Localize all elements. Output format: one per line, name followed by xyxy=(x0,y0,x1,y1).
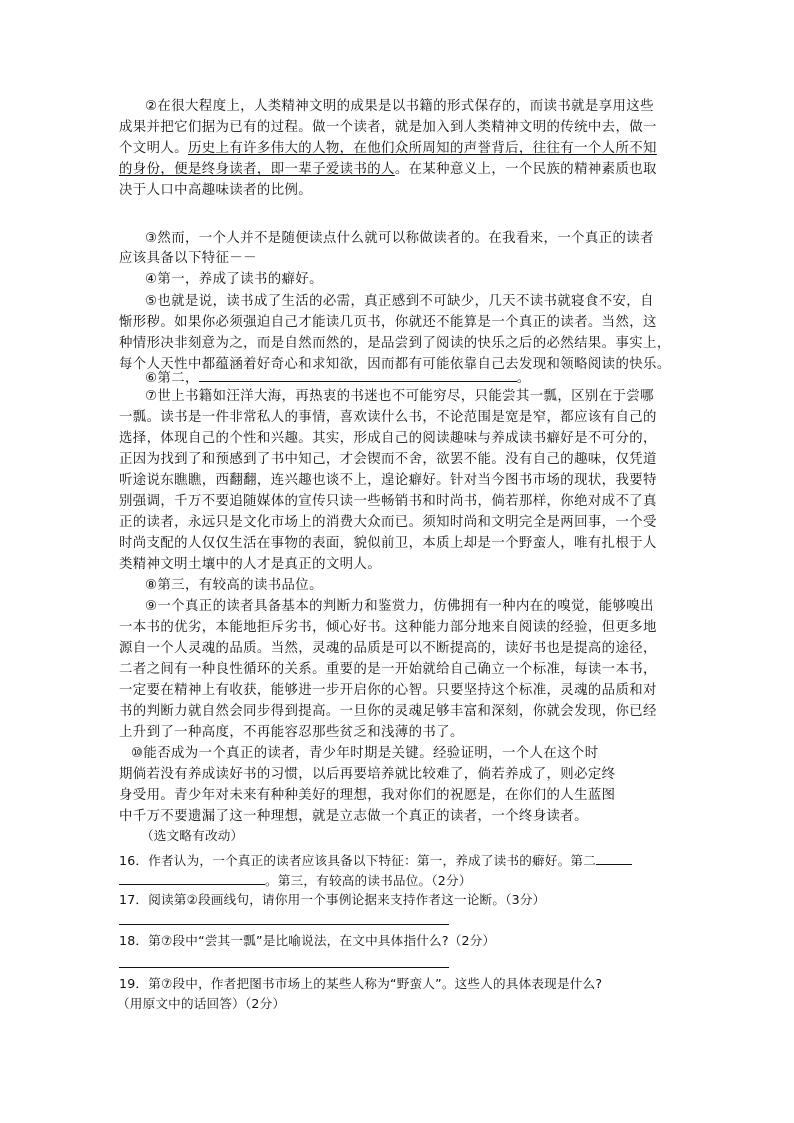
paragraph-10-line-3: 身受用。青少年对未来有种种美好的理想，我对你们的祝愿是，在你们的人生蓝图 xyxy=(119,788,616,803)
paragraph-7-line-2: 一瓢。读书是一件非常私人的事情，喜欢读什么书，不论范围是宽是窄，都应该有自己的 xyxy=(119,410,657,425)
paragraph-7-line-6: 别强调，千万不要追随媒体的宣传只读一些畅销书和时尚书，倘若那样，你绝对成不了真 xyxy=(119,494,657,509)
question-18: 18．第⑦段中“尝其一瓢”是比喻说法，在文中具体指什么?（2分） xyxy=(119,933,496,948)
fill-in-blank xyxy=(199,367,517,382)
paragraph-2-line-2: 成果并把它们据为已有的过程。做一个读者，就是加入到人类精神文明的传统中去，做一 xyxy=(119,120,657,135)
paragraph-10-line-4: 中千万不要遗漏了这一种理想，就是立志做一个真正的读者，一个终身读者。 xyxy=(119,809,588,824)
paragraph-5-line-3: 种情形决非刻意为之，而是自然而然的，是品尝到了阅读的快乐之后的必然结果。事实上， xyxy=(119,336,671,351)
paragraph-9-line-5: 一定要在精神上有收获，能够进一步开启你的心智。只要坚持这个标准，灵魂的品质和对 xyxy=(119,683,657,698)
paragraph-2-text: 。在某种意义上，一个民族的精神素质也取 xyxy=(394,162,657,177)
paragraph-9-line-2: 一本书的优劣，本能地拒斥劣书，倾心好书。这种能力部分地来自阅读的经验，但更多地 xyxy=(119,620,657,635)
paragraph-3-line-2: 应该具备以下特征－－ xyxy=(119,251,257,266)
paragraph-6-suffix: 。 xyxy=(516,371,531,386)
paragraph-7-line-3: 选择，体现自己的个性和兴趣。其实，形成自己的阅读趣味与养成读书癖好是不可分的， xyxy=(119,431,657,446)
answer-blank[interactable] xyxy=(119,870,265,885)
answer-line[interactable] xyxy=(119,924,449,925)
question-17: 17．阅读第②段画线句，请你用一个事例论据来支持作者这一论断。（3分） xyxy=(119,892,546,907)
paragraph-10-line-1: ⑩能否成为一个真正的读者，青少年时期是关键。经验证明，一个人在这个时 xyxy=(131,746,599,761)
paragraph-2-text: 个文明人。 xyxy=(119,141,188,156)
question-16-text: 16．作者认为，一个真正的读者应该具备以下特征：第一，养成了读书的癖好。第二 xyxy=(119,853,596,868)
paragraph-9-line-7: 上升到了一种高度，不再能容忍那些贫乏和浅薄的书了。 xyxy=(119,725,464,740)
paragraph-2-line-3 xyxy=(119,140,657,158)
paragraph-2-line-1: ②在很大程度上，人类精神文明的成果是以书籍的形式保存的，而读书就是享用这些 xyxy=(145,99,654,114)
paragraph-7-line-9: 类精神文明土壤中的人才是真正的文明人。 xyxy=(119,557,382,572)
underlined-sentence: 历史上有许多伟大的人物，在他们众所周知的声誉背后，往往有一个人所不知 xyxy=(187,141,657,156)
paragraph-9-line-6: 书的判断力就自然会同步得到提高。一旦你的灵魂足够丰富和深刻，你就会发现，你已经 xyxy=(119,704,657,719)
paragraph-5-line-1: ⑤也就是说，读书成了生活的必需，真正感到不可缺少，几天不读书就寝食不安，自 xyxy=(145,294,654,309)
answer-blank[interactable] xyxy=(596,850,632,865)
paragraph-3-line-1: ③然而，一个人并不是随便读点什么就可以称做读者的。在我看来，一个真正的读者 xyxy=(145,231,654,246)
paragraph-7-line-4: 正因为找到了和预感到了书中知己，才会锲而不舍，欲罢不能。没有自己的趣味，仅凭道 xyxy=(119,452,657,467)
question-16-line-1 xyxy=(119,850,632,870)
source-note: （选文略有改动） xyxy=(141,828,244,843)
answer-line[interactable] xyxy=(119,967,449,968)
paragraph-5-line-4: 每个人天性中都蕴涵着好奇心和求知欲，因而都有可能依靠自己去发现和领略阅读的快乐。 xyxy=(119,357,671,372)
paragraph-9-line-4: 二者之间有一种良性循环的关系。重要的是一开始就给自己确立一个标准，每读一本书， xyxy=(119,662,657,677)
question-16-line-2 xyxy=(119,870,472,890)
paragraph-6-prefix: ⑥第二， xyxy=(145,371,199,386)
paragraph-9-line-1: ⑨一个真正的读者具备基本的判断力和鉴赏力，仿佛拥有一种内在的嗅觉，能够嗅出 xyxy=(145,599,654,614)
question-19-line-2: （用原文中的话回答）（2分） xyxy=(117,996,286,1011)
paragraph-7-line-8: 时尚支配的人仅仅生活在事物的表面，貌似前卫，本质上却是一个野蛮人，唯有扎根于人 xyxy=(119,536,657,551)
paragraph-6 xyxy=(145,367,531,388)
paragraph-8: ⑧第三，有较高的读书品位。 xyxy=(145,578,323,593)
paragraph-5-line-2: 惭形秽。如果你必须强迫自己才能读几页书，你就还不能算是一个真正的读者。当然，这 xyxy=(119,315,657,330)
paragraph-9-line-3: 源自一个人灵魂的品质。当然，灵魂的品质是可以不断提高的，读好书也是提高的途径， xyxy=(119,641,657,656)
paragraph-7-line-7: 正的读者，永远只是文化市场上的消费大众而已。须知时尚和文明完全是两回事，一个受 xyxy=(119,515,657,530)
underlined-sentence: 的身份，便是终身读者，即一辈子爱读书的人 xyxy=(119,162,395,177)
paragraph-2-line-5: 决于人口中高趣味读者的比例。 xyxy=(119,183,313,198)
question-16-text: 。第三，有较高的读书品位。（2分） xyxy=(265,873,472,888)
paragraph-4: ④第一，养成了读书的癖好。 xyxy=(145,272,323,287)
paragraph-7-line-5: 听途说东瞧瞧，西翻翻，连兴趣也谈不上，遑论癖好。针对当今图书市场的现状，我要特 xyxy=(119,473,657,488)
paragraph-10-line-2: 期倘若没有养成读好书的习惯，以后再要培养就比较难了，倘若养成了，则必定终 xyxy=(119,767,616,782)
question-19-line-1: 19．第⑦段中，作者把图书市场上的某些人称为“野蛮人”。这些人的具体表现是什么? xyxy=(119,976,603,991)
paragraph-7-line-1: ⑦世上书籍如汪洋大海，再热衷的书迷也不可能穷尽，只能尝其一瓢，区别在于尝哪 xyxy=(145,389,654,404)
paragraph-2-line-4 xyxy=(119,161,657,179)
